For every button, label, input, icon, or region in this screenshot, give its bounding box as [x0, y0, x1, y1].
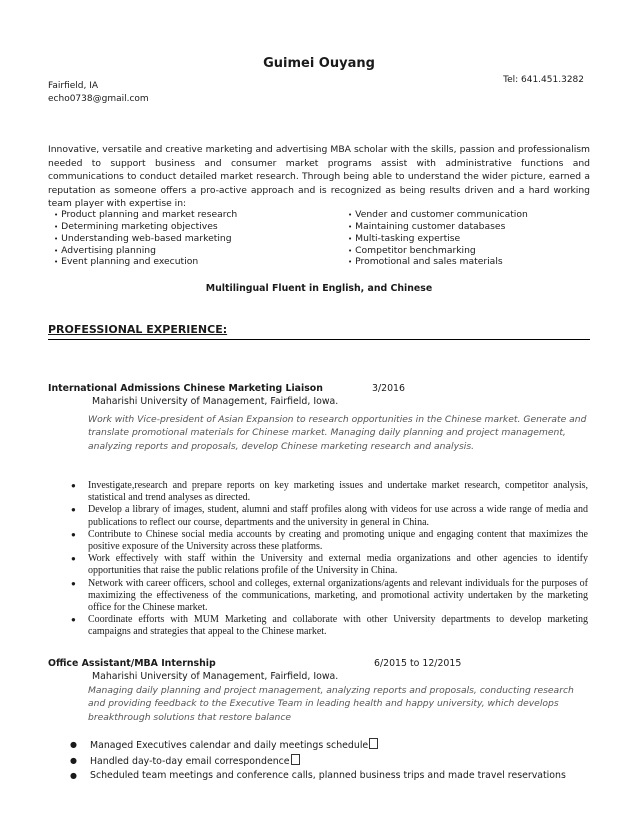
bullet-icon: •	[348, 247, 353, 255]
job-bullet-list	[71, 480, 588, 639]
job-bullet-list	[70, 738, 590, 784]
job-title: Office Assistant/MBA Internship	[48, 658, 216, 669]
bullet-icon: ●	[71, 615, 76, 625]
skill-item: • Vender and customer communication	[348, 209, 528, 220]
job-organization: Maharishi University of Management, Fairfield, Iowa.	[92, 396, 339, 407]
list-item: ● Network with career officers, school and colleges, external organizations/agents and relevant individuals for the purposes of maximizing the effectiveness of the communications, marketing, and promotional activity undertaken by the marketing office for the Chinese market.	[71, 577, 588, 614]
list-item: ● Investigate,research and prepare reports on key marketing issues and undertake market research, competitor analysis, statistical and trend analyses as directed.	[71, 480, 588, 504]
bullet-icon: •	[54, 211, 59, 219]
skill-item: • Advertising planning	[54, 245, 156, 256]
bullet-icon: •	[348, 258, 353, 266]
job-description: Work with Vice-president of Asian Expansion to research opportunities in the Chinese market. Generate and translate promotional materials for Chinese market. Managing daily planning and project management, analyzing reports and proposals, develop Chinese marketing research and analysis.	[88, 414, 587, 452]
bullet-icon: •	[348, 235, 353, 243]
bullet-icon: ●	[71, 554, 76, 564]
skill-item: • Maintaining customer databases	[348, 221, 506, 232]
skill-item: • Competitor benchmarking	[348, 245, 476, 256]
missing-glyph-icon	[291, 754, 300, 765]
email-address: echo0738@gmail.com	[48, 94, 149, 104]
job-date: 3/2016	[372, 383, 405, 394]
languages-line: Multilingual Fluent in English, and Chinese	[205, 283, 433, 294]
job-date: 6/2015 to 12/2015	[374, 658, 462, 669]
list-item: ● Managed Executives calendar and daily meetings schedule	[70, 738, 590, 754]
list-item: ● Contribute to Chinese social media accounts by creating and promoting unique and engaging content that maximizes the positive exposure of the University across these platforms.	[71, 528, 588, 553]
list-item: ● Scheduled team meetings and conference calls, planned business trips and made travel reservations	[70, 769, 590, 784]
location: Fairfield, IA	[48, 81, 99, 91]
candidate-name: Guimei Ouyang	[263, 56, 375, 71]
bullet-icon: •	[54, 223, 59, 231]
skill-item: • Event planning and execution	[54, 256, 199, 267]
summary-paragraph: Innovative, versatile and creative marketing and advertising MBA scholar with the skills, passion and professionalism needed to support business and consumer market programs assist with administrative functions and communications to conduct detailed market research. Through being able to understand the wider picture, earned a reputation as someone offers a pro-active approach and is recognized as being results driven and a hard working team player with expertise in:	[48, 144, 590, 210]
bullet-icon: ●	[71, 529, 76, 539]
section-heading: PROFESSIONAL EXPERIENCE:	[48, 323, 228, 336]
bullet-icon: ●	[70, 755, 77, 765]
job-description: Managing daily planning and project management, analyzing reports and proposals, conducting research and providing feedback to the Executive Team in leading health and happy university, which develops breakthrough solutions that restore balance	[88, 685, 574, 723]
bullet-icon: •	[54, 258, 59, 266]
list-item: ● Develop a library of images, student, alumni and staff profiles along with videos for use across a wide range of media and publications to reflect our course, departments and the university in general in China.	[71, 504, 588, 528]
bullet-icon: •	[54, 247, 59, 255]
skill-item: • Promotional and sales materials	[348, 256, 503, 267]
bullet-icon: ●	[71, 505, 76, 515]
list-item: ● Work effectively with staff within the University and external media organizations and other agencies to identify opportunities that raise the public relations profile of the University in China.	[71, 553, 588, 577]
bullet-icon: ●	[71, 578, 76, 588]
bullet-icon: •	[54, 235, 59, 243]
phone-number: Tel: 641.451.3282	[503, 75, 584, 85]
bullet-icon: ●	[71, 481, 76, 490]
skill-item: • Understanding web-based marketing	[54, 233, 232, 244]
list-item: ● Coordinate efforts with MUM Marketing and collaborate with other University departments to develop marketing campaigns and strategies that appeal to the Chinese market.	[71, 614, 588, 638]
job-title: International Admissions Chinese Marketing Liaison	[48, 383, 323, 394]
bullet-icon: •	[348, 223, 353, 231]
section-divider	[48, 339, 590, 340]
list-item: ● Handled day-to-day email correspondence	[70, 754, 590, 770]
bullet-icon: •	[348, 211, 353, 219]
skill-item: • Multi-tasking expertise	[348, 233, 461, 244]
job-organization: Maharishi University of Management, Fairfield, Iowa.	[92, 671, 339, 682]
skill-item: • Product planning and market research	[54, 209, 238, 220]
skill-item: • Determining marketing objectives	[54, 221, 218, 232]
bullet-icon: ●	[70, 771, 77, 781]
bullet-icon: ●	[70, 740, 77, 749]
missing-glyph-icon	[369, 738, 378, 749]
